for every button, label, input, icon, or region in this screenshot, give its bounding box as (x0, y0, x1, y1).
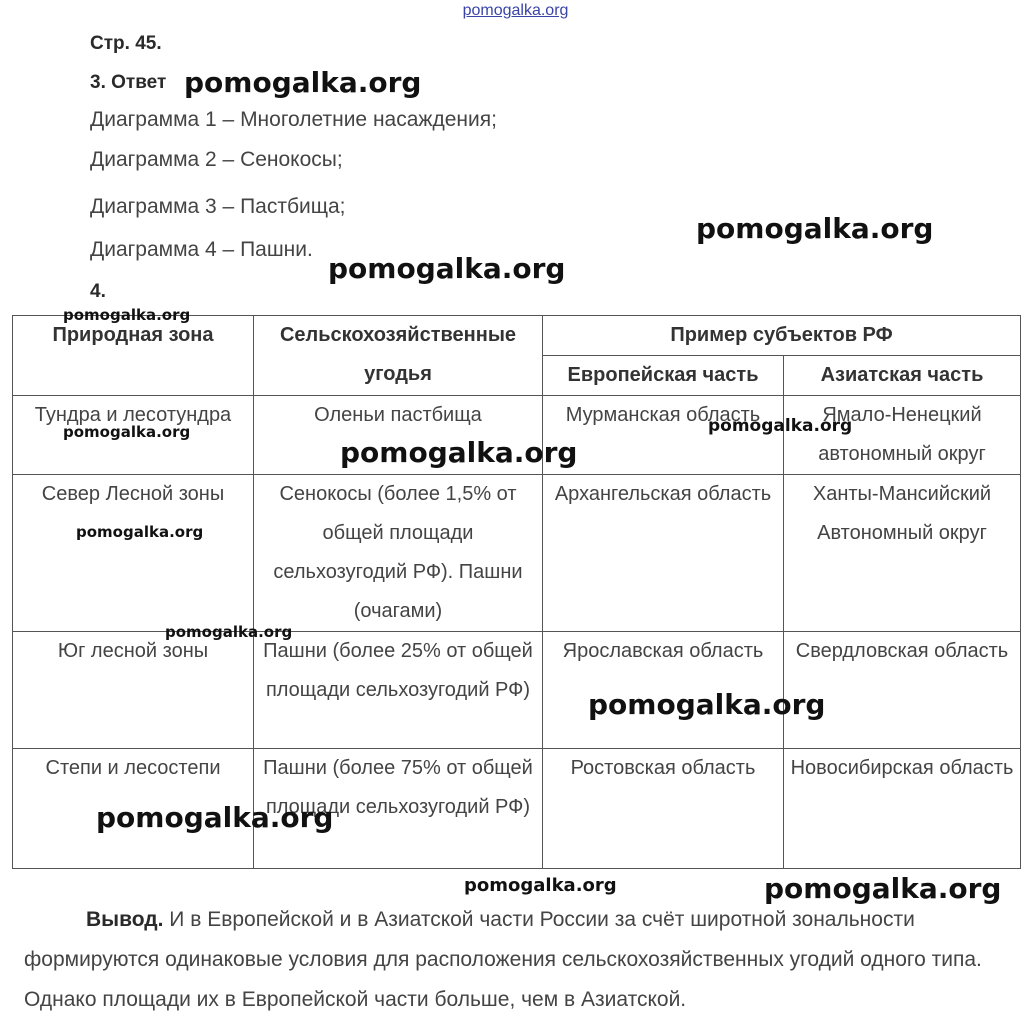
header-asia: Азиатская часть (784, 356, 1021, 396)
cell-asia: Ямало-Ненецкий автономный округ (784, 396, 1021, 475)
cell-asia: Ханты-Мансийский Автономный округ (784, 475, 1021, 632)
cell-asia: Свердловская область (784, 632, 1021, 749)
cell-land: Оленьи пастбища (254, 396, 543, 475)
cell-land: Пашни (более 25% от общей площади сельхозугодий РФ) (254, 632, 543, 749)
agriculture-table (12, 315, 1021, 869)
watermark: pomogalka.org (340, 436, 578, 469)
conclusion-paragraph (24, 900, 1014, 1020)
conclusion-text: И в Европейской и в Азиатской части России за счёт широтной зональности формируются одинаковые условия для расположения сельскохозяйственных угодий одного типа. Однако площади их в Европейской части больше, чем в Азиатской. (24, 908, 982, 1011)
watermark: pomogalka.org (165, 623, 293, 641)
header-land: Сельскохозяйственные угодья (254, 316, 543, 396)
site-link[interactable]: pomogalka.org (462, 2, 569, 19)
answer-3-label: 3. Ответ (90, 72, 167, 93)
cell-land: Сенокосы (более 1,5% от общей площади сельхозугодий РФ). Пашни (очагами) (254, 475, 543, 632)
diagram-line-3: Диаграмма 3 – Пастбища; (90, 195, 346, 218)
cell-europe: Мурманская область (543, 396, 784, 475)
diagram-line-2: Диаграмма 2 – Сенокосы; (90, 148, 343, 171)
cell-zone: Юг лесной зоны (13, 632, 254, 749)
watermark: pomogalka.org (464, 875, 617, 896)
diagram-line-1: Диаграмма 1 – Многолетние насаждения; (90, 108, 497, 131)
conclusion-lead: Вывод. (86, 908, 164, 931)
header-europe: Европейская часть (543, 356, 784, 396)
watermark: pomogalka.org (76, 523, 204, 541)
cell-asia: Новосибирская область (784, 749, 1021, 869)
cell-zone: Север Лесной зоны (13, 475, 254, 632)
watermark: pomogalka.org (588, 688, 826, 721)
diagram-line-4: Диаграмма 4 – Пашни. (90, 238, 313, 261)
watermark: pomogalka.org (764, 872, 1002, 905)
watermark: pomogalka.org (708, 416, 853, 436)
watermark: pomogalka.org (96, 801, 334, 834)
header-zone: Природная зона (13, 316, 254, 396)
table-row (13, 632, 1021, 749)
answer-4-label: 4. (90, 281, 106, 302)
cell-land: Пашни (более 75% от общей площади сельхозугодий РФ) (254, 749, 543, 869)
watermark: pomogalka.org (696, 212, 934, 245)
cell-zone: Степи и лесостепи (13, 749, 254, 869)
cell-zone: Тундра и лесотундра (13, 396, 254, 475)
watermark: pomogalka.org (184, 66, 422, 99)
cell-europe: Ростовская область (543, 749, 784, 869)
header-examples: Пример субъектов РФ (543, 316, 1021, 356)
table-row (13, 475, 1021, 632)
page-reference: Стр. 45. (90, 33, 162, 54)
watermark: pomogalka.org (63, 423, 191, 441)
watermark: pomogalka.org (63, 306, 191, 324)
cell-europe: Ярославская область (543, 632, 784, 749)
watermark: pomogalka.org (328, 252, 566, 285)
cell-europe: Архангельская область (543, 475, 784, 632)
